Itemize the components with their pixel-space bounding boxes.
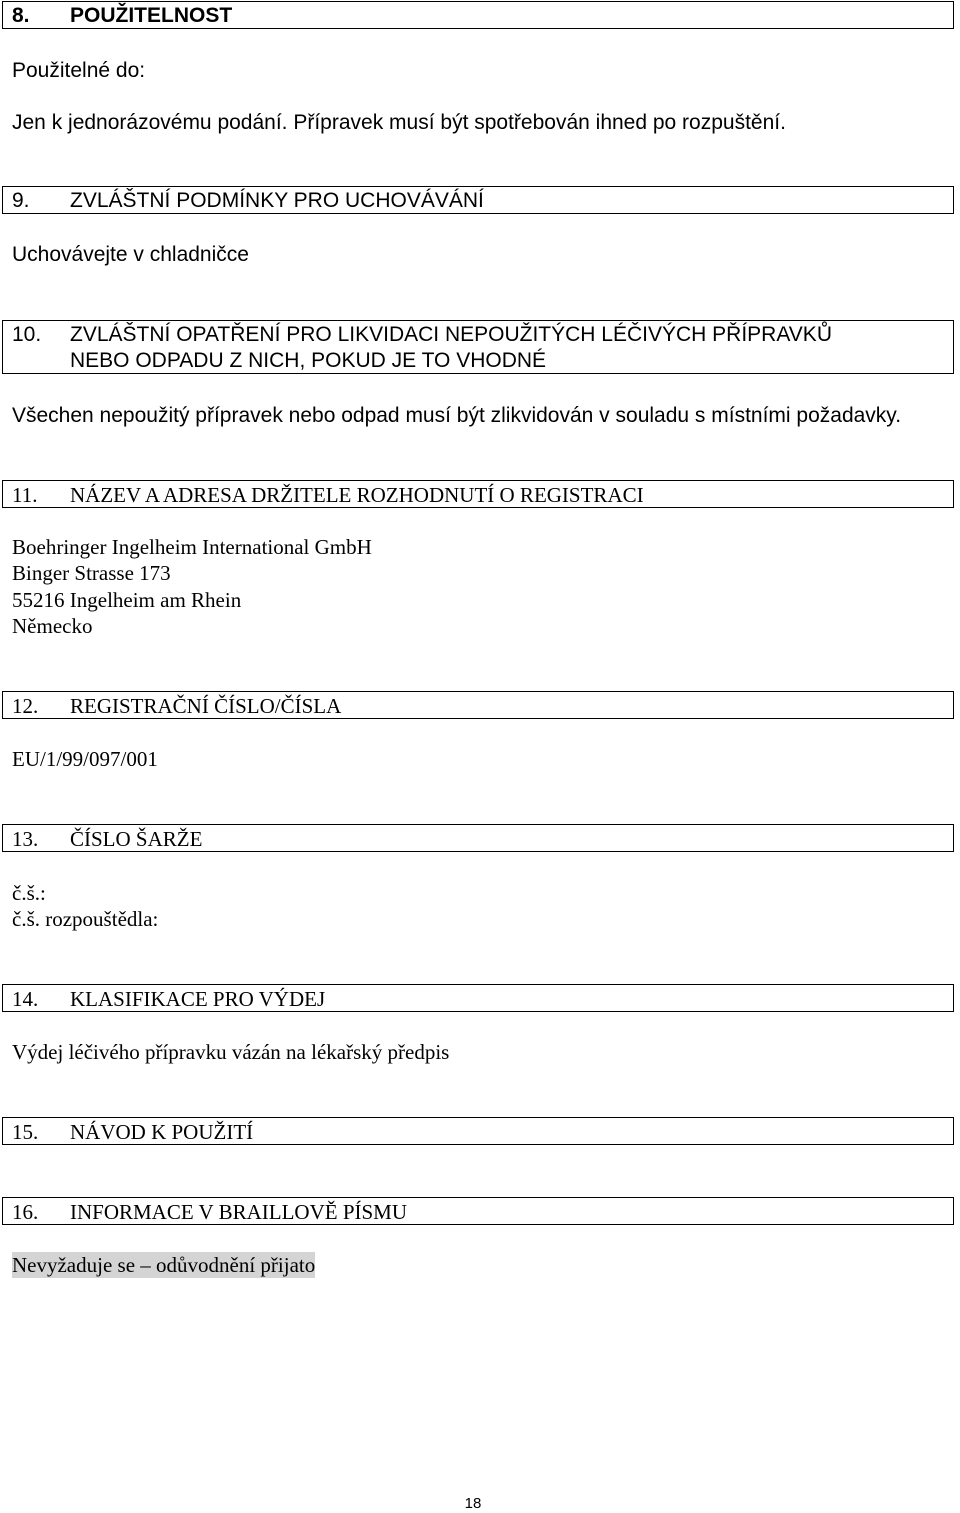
section-number: 16. xyxy=(12,1200,39,1224)
section-8-header xyxy=(2,1,954,29)
section-12-header xyxy=(2,691,954,719)
holder-city: 55216 Ingelheim am Rhein xyxy=(12,588,242,612)
section-16-header xyxy=(2,1197,954,1225)
page-number: 18 xyxy=(464,1495,482,1512)
section-number: 12. xyxy=(12,694,39,718)
single-use-text: Jen k jednorázovému podání. Přípravek musí být spotřebován ihned po rozpuštění. xyxy=(12,111,786,134)
section-14-header xyxy=(2,984,954,1012)
holder-country: Německo xyxy=(12,614,93,638)
section-10-header xyxy=(2,320,954,374)
section-title-line-2: NEBO ODPADU Z NICH, POKUD JE TO VHODNÉ xyxy=(70,349,547,372)
batch-label: č.š.: xyxy=(12,881,46,905)
section-title: ČÍSLO ŠARŽE xyxy=(70,827,203,851)
batch-solvent-label: č.š. rozpouštědla: xyxy=(12,907,159,931)
section-title: KLASIFIKACE PRO VÝDEJ xyxy=(70,987,326,1011)
section-number: 13. xyxy=(12,827,39,851)
section-13-header xyxy=(2,824,954,852)
section-number: 15. xyxy=(12,1120,39,1144)
holder-street: Binger Strasse 173 xyxy=(12,561,171,585)
expiry-label: Použitelné do: xyxy=(12,59,146,82)
registration-number: EU/1/99/097/001 xyxy=(12,747,158,771)
section-number: 14. xyxy=(12,987,39,1011)
section-number: 8. xyxy=(12,4,30,27)
section-title: ZVLÁŠTNÍ PODMÍNKY PRO UCHOVÁVÁNÍ xyxy=(70,189,484,212)
braille-text: Nevyžaduje se – odůvodnění přijato xyxy=(12,1253,316,1277)
section-9-header xyxy=(2,186,954,214)
holder-name: Boehringer Ingelheim International GmbH xyxy=(12,535,372,559)
section-title: NÁZEV A ADRESA DRŽITELE ROZHODNUTÍ O REGISTRACI xyxy=(70,483,644,507)
section-number: 9. xyxy=(12,189,30,212)
section-title: POUŽITELNOST xyxy=(70,4,233,27)
section-title-line-1: ZVLÁŠTNÍ OPATŘENÍ PRO LIKVIDACI NEPOUŽITÝCH LÉČIVÝCH PŘÍPRAVKŮ xyxy=(70,323,832,346)
section-number: 10. xyxy=(12,323,42,346)
section-number: 11. xyxy=(12,483,38,507)
section-11-header xyxy=(2,480,954,508)
disposal-text: Všechen nepoužitý přípravek nebo odpad musí být zlikvidován v souladu s místními požadavky. xyxy=(12,404,902,427)
section-15-header xyxy=(2,1117,954,1145)
section-title: INFORMACE V BRAILLOVĚ PÍSMU xyxy=(70,1200,408,1224)
section-title: REGISTRAČNÍ ČÍSLO/ČÍSLA xyxy=(70,694,342,718)
dispensing-text: Výdej léčivého přípravku vázán na lékařský předpis xyxy=(12,1040,450,1064)
storage-text: Uchovávejte v chladničce xyxy=(12,243,249,266)
section-title: NÁVOD K POUŽITÍ xyxy=(70,1120,254,1144)
